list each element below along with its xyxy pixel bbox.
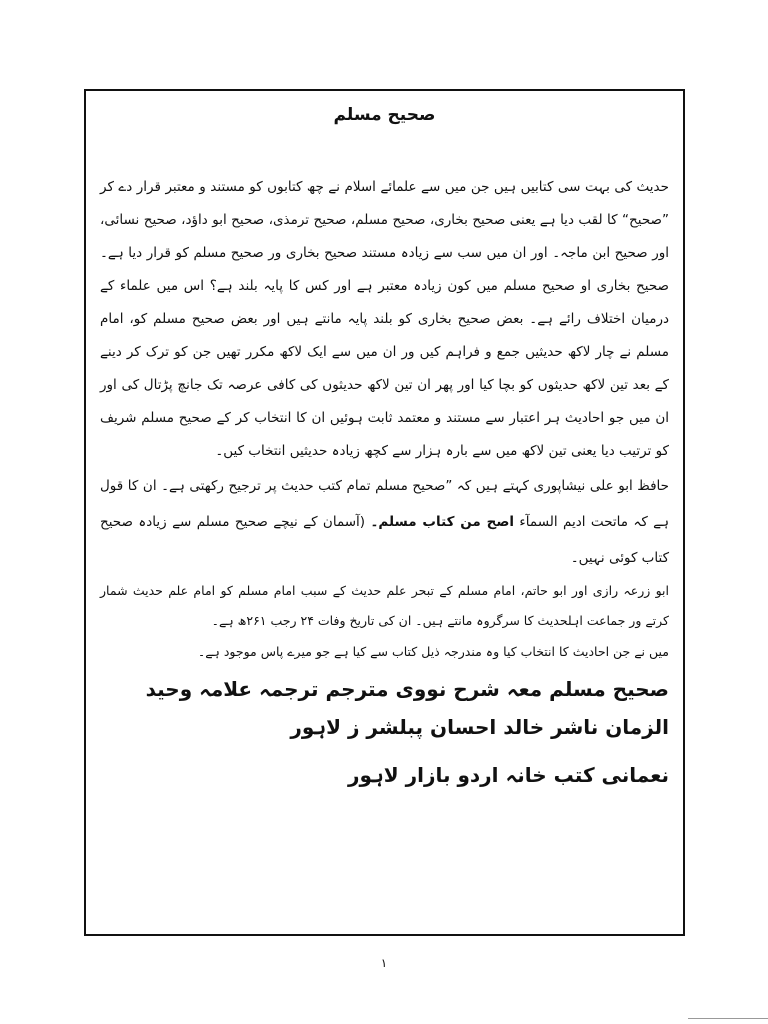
abu-zura-paragraph: ابو زرعہ رازی اور ابو حاتم، امام مسلم کے تبحر علم حدیث کے سبب امام مسلم کو امام علم حدیث شمار کرتے ور جماعت اہلحدیث کا سرگروہ مانتے ہیں۔ ان کی تاریخ وفات ۲۴ رجب ۲۶۱ھ ہے۔ — [100, 583, 669, 628]
source-note-paragraph: میں نے جن احادیث کا انتخاب کیا وہ مندرجہ ذیل کتاب سے کیا ہے جو میرے پاس موجود ہے۔ — [197, 644, 669, 659]
book-reference-line-2: نعمانی کتب خانہ اردو بازار لاہور — [347, 763, 669, 787]
quote-translation: (آسمان کے نیچے صحیح مسلم سے زیادہ صحیح کتاب کوئی نہیں۔ — [100, 514, 669, 566]
page-number: ۱ — [380, 956, 388, 970]
arabic-quote: اصح من کتاب مسلم۔ — [370, 514, 514, 530]
document-body — [100, 91, 669, 934]
page-title: صحیح مسلم — [333, 105, 436, 125]
book-reference-line-1: صحیح مسلم معہ شرح نووی مترجم ترجمہ علامہ وحید الزمان ناشر خالد احسان پبلشر ز لاہور — [145, 677, 669, 739]
abu-ali-quote-text: حافظ ابو علی نیشاپوری کہتے ہیں کہ ”صحیح مسلم تمام کتب حدیث پر ترجیح رکھتی ہے۔ ان کا قول ہے کہ ماتحت ادیم السمآء — [100, 478, 670, 530]
page-border — [84, 89, 685, 936]
intro-paragraph: حدیث کی بہت سی کتابیں ہیں جن میں سے علمائے اسلام نے چھ کتابوں کو مستند و معتبر قرار دے کر ”صحیح“ کا لقب دیا ہے یعنی صحیح بخاری، صحیح مسلم، صحیح ترمذی، صحیح ابو داؤد، صحیح نسائی، اور صحیح ابن ماجہ۔ اور ان میں سب سے زیادہ مستند صحیح بخاری ور صحیح مسلم کو قرار دیا ہے۔ صحیح بخاری او صحیح مسلم میں کون زیادہ معتبر ہے اور کس کا پایہ بلند ہے؟ اس میں علماء کے درمیان اختلاف رائے ہے۔ بعض صحیح بخاری کو بلند پایہ مانتے ہیں اور بعض صحیح مسلم کو، امام مسلم نے چار لاکھ حدیثیں جمع و فراہم کیں ور ان میں سے ایک لاکھ مکرر تھیں جن کو ترک کر دینے کے بعد تین لاکھ حدیثوں کو بچا کیا اور پھر ان تین لاکھ حدیثوں کی کافی عرصہ تک جانچ پڑتال کی اور ان میں جو احادیث ہر اعتبار سے مستند و معتمد ثابت ہوئیں ان کا انتخاب کر کے صحیح مسلم شریف کو ترتیب دیا یعنی تین لاکھ میں سے بارہ ہزار سے کچھ زیادہ حدیثیں انتخاب کیں۔ — [100, 179, 669, 459]
abu-ali-quote-paragraph — [100, 468, 669, 576]
corner-divider — [688, 1018, 768, 1019]
